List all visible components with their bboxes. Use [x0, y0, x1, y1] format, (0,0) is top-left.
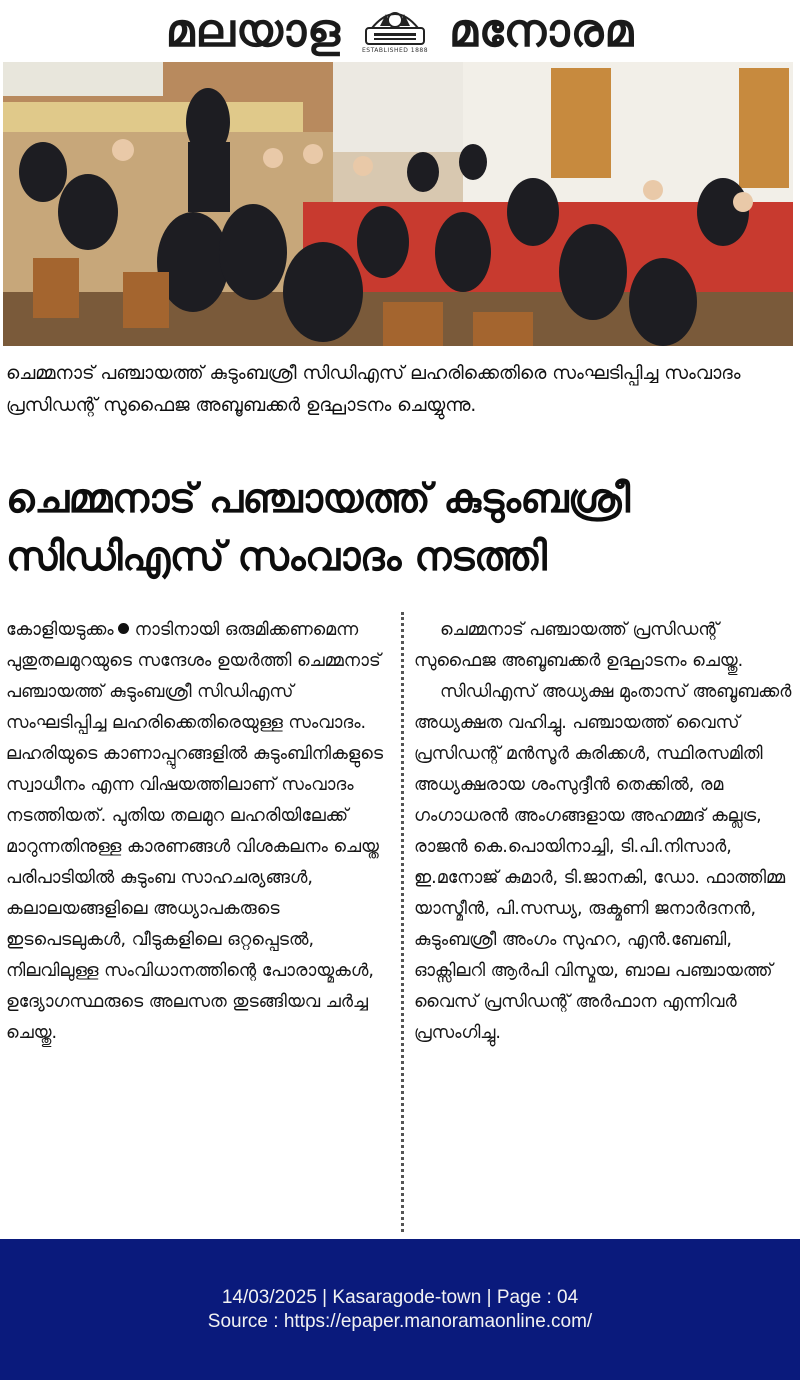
footer-bar	[0, 1239, 800, 1380]
masthead-title-left: മലയാള	[165, 3, 342, 57]
masthead-title-right: മനോരമ	[449, 3, 635, 57]
article-paragraph	[6, 615, 386, 1049]
masthead	[0, 0, 800, 60]
dateline: കോളിയടുക്കം	[6, 620, 114, 640]
article-right-paragraph-2: സിഡിഎസ് അധ്യക്ഷ മുംതാസ് അബൂബക്കർ അധ്യക്ഷത വഹിച്ചു. പഞ്ചായത്ത് വൈസ് പ്രസിഡന്റ് മൻസൂർ കുരിക്കൾ, സ്ഥിരസമിതി അധ്യക്ഷരായ ശംസുദ്ദീൻ തെക്കിൽ, രമ ഗംഗാധരൻ അംഗങ്ങളായ അഹമ്മദ് കല്ലട്ര, രാജൻ കെ.പൊയിനാച്ചി, ടി.പി.നിസാർ, ഇ.മനോജ് കുമാർ, ടി.ജാനകി, ഡോ. ഫാത്തിമ്മ യാസ്മീൻ, പി.സന്ധ്യ, രുക്മണി ജനാർദനൻ, കുടുംബശ്രീ അംഗം സുഹറ, എൻ.ബേബി, ഓക്സിലറി ആർപി വിസ്മയ, ബാല പഞ്ചായത്ത് വൈസ് പ്രസിഡന്റ് അർഫാന എന്നിവർ പ്രസംഗിച്ചു.	[414, 682, 792, 1043]
established-text: ESTABLISHED 1888	[362, 47, 429, 54]
headline	[6, 470, 796, 586]
headline-line-1: ചെമ്മനാട് പഞ്ചായത്ത് കുടുംബശ്രീ	[6, 476, 630, 522]
footer-source: Source : https://epaper.manoramaonline.com/	[207, 1311, 593, 1332]
column-divider	[401, 612, 404, 1232]
emblem-icon	[364, 4, 426, 46]
article-column-left	[6, 615, 386, 1049]
article-left-body: നാടിനായി ഒരുമിക്കണമെന്ന പുതുതലമുറയുടെ സന്ദേശം ഉയർത്തി ചെമ്മനാട് പഞ്ചായത്ത് കുടുംബശ്രീ സിഡിഎസ് സംഘടിപ്പിച്ച ലഹരിക്കെതിരെയുള്ള സംവാദം. ലഹരിയുടെ കാണാപ്പുറങ്ങളിൽ കുടുംബിനികളുടെ സ്വാധീനം എന്ന വിഷയത്തിലാണ് സംവാദം നടത്തിയത്. പുതിയ തലമുറ ലഹരിയിലേക്ക് മാറുന്നതിനുള്ള കാരണങ്ങൾ വിശകലനം ചെയ്ത പരിപാടിയിൽ കുടുംബ സാഹചര്യങ്ങൾ, കലാലയങ്ങളിലെ അധ്യാപകരുടെ ഇടപെടലുകൾ, വീടുകളിലെ ഒറ്റപ്പെടൽ, നിലവിലുള്ള സംവിധാനത്തിന്റെ പോരായ്മകൾ, ഉദ്യോഗസ്ഥരുടെ അലസത തുടങ്ങിയവ ചർച്ച ചെയ്തു.	[6, 620, 384, 1043]
footer-edition-info: 14/03/2025 | Kasaragode-town | Page : 04	[221, 1287, 579, 1308]
newspaper-seal-logo	[359, 4, 431, 56]
bullet-icon	[118, 623, 129, 634]
photo-meeting-image	[3, 62, 793, 346]
meeting-photo	[3, 62, 793, 346]
article-right-paragraph-1: ചെമ്മനാട് പഞ്ചായത്ത് പ്രസിഡന്റ് സുഫൈജ അബൂബക്കർ ഉദ്ഘാടനം ചെയ്തു.	[414, 620, 744, 671]
photo-caption: ചെമ്മനാട് പഞ്ചായത്ത് കുടുംബശ്രീ സിഡിഎസ് ലഹരിക്കെതിരെ സംഘടിപ്പിച്ച സംവാദം പ്രസിഡന്റ് സുഫൈജ അബൂബക്കർ ഉദ്ഘാടനം ചെയ്യുന്നു.	[6, 363, 741, 416]
article-column-right	[414, 615, 794, 1049]
headline-line-2: സിഡിഎസ് സംവാദം നടത്തി	[6, 534, 547, 580]
